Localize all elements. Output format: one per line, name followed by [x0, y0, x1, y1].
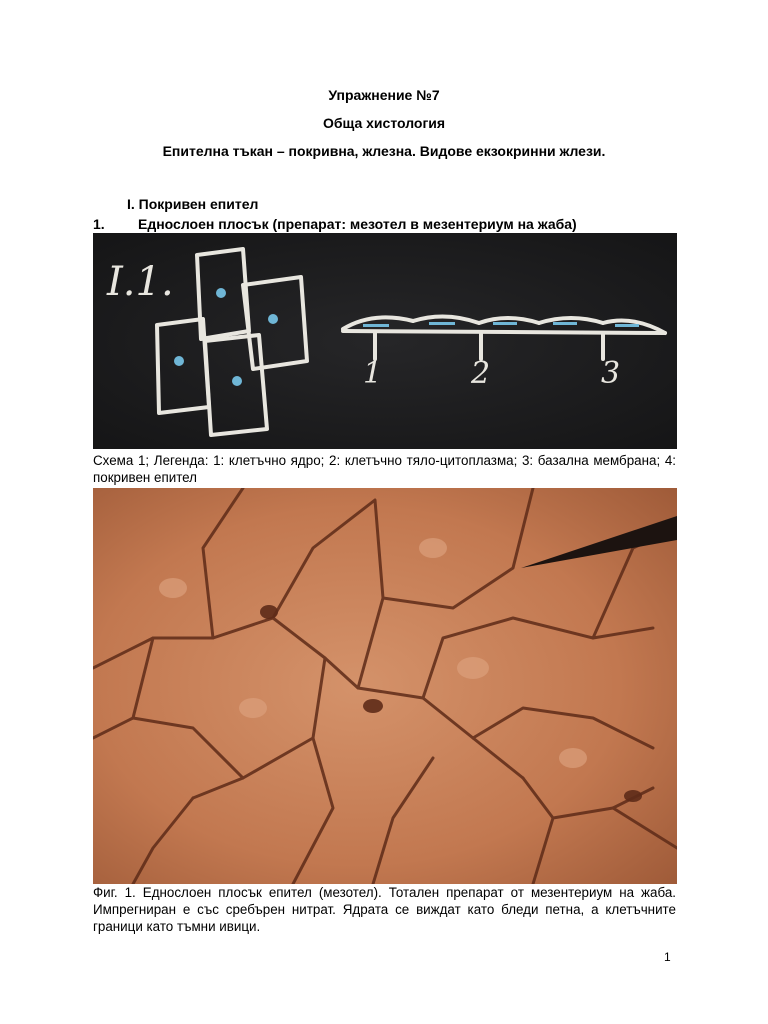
dark-node-1 — [260, 605, 278, 619]
chalkboard-drawing — [93, 233, 677, 449]
dark-node-2 — [363, 699, 383, 713]
section-heading: I. Покривен епител — [127, 196, 259, 212]
basal-membrane-line — [343, 331, 665, 333]
topic-title: Епителна тъкан – покривна, жлезна. Видове екзокринни жлези. — [162, 143, 606, 159]
nucleus-spot-1 — [159, 578, 187, 598]
board-label: I.1. — [107, 259, 174, 305]
cell-nucleus-top — [216, 288, 226, 298]
micrograph-image — [93, 488, 677, 884]
dark-node-3 — [624, 790, 642, 802]
scheme-chalkboard-image — [93, 233, 677, 449]
micrograph-drawing — [93, 488, 677, 884]
page-number: 1 — [664, 950, 671, 964]
figure-caption: Фиг. 1. Еднослоен плосък епител (мезотел). Тотален препарат от мезентериум на жаба. Импрегниран е със сребърен нитрат. Ядрата се виждат като бледи петна, а клетъчните граници като тъмни ивици. — [93, 885, 676, 934]
cell-nucleus-left — [174, 356, 184, 366]
scheme-label-2: 2 — [471, 356, 491, 391]
flat-nucleus-5 — [615, 324, 639, 327]
chalkboard-background — [93, 233, 677, 449]
flat-nucleus-2 — [429, 322, 455, 325]
flat-nucleus-1 — [363, 324, 389, 327]
flat-nucleus-4 — [553, 322, 577, 325]
nucleus-spot-5 — [419, 538, 447, 558]
course-subtitle: Обща хистология — [322, 115, 446, 131]
subsection-title: Еднослоен плосък (препарат: мезотел в мезентериум на жаба) — [138, 216, 577, 232]
subsection-heading — [93, 216, 693, 232]
subsection-number: 1. — [93, 216, 105, 232]
nucleus-spot-4 — [559, 748, 587, 768]
scheme-label-1: 1 — [363, 356, 383, 391]
cell-nucleus-right — [268, 314, 278, 324]
scheme-caption: Схема 1; Легенда: 1: клетъчно ядро; 2: клетъчно тяло-цитоплазма; 3: базална мембрана; 4: покривен епител — [93, 453, 676, 485]
exercise-title: Упражнение №7 — [328, 87, 440, 103]
nucleus-spot-3 — [239, 698, 267, 718]
flat-nucleus-3 — [493, 322, 517, 325]
scheme-label-3: 3 — [601, 356, 621, 391]
cell-nucleus-bottom — [232, 376, 242, 386]
nucleus-spot-2 — [457, 657, 489, 679]
